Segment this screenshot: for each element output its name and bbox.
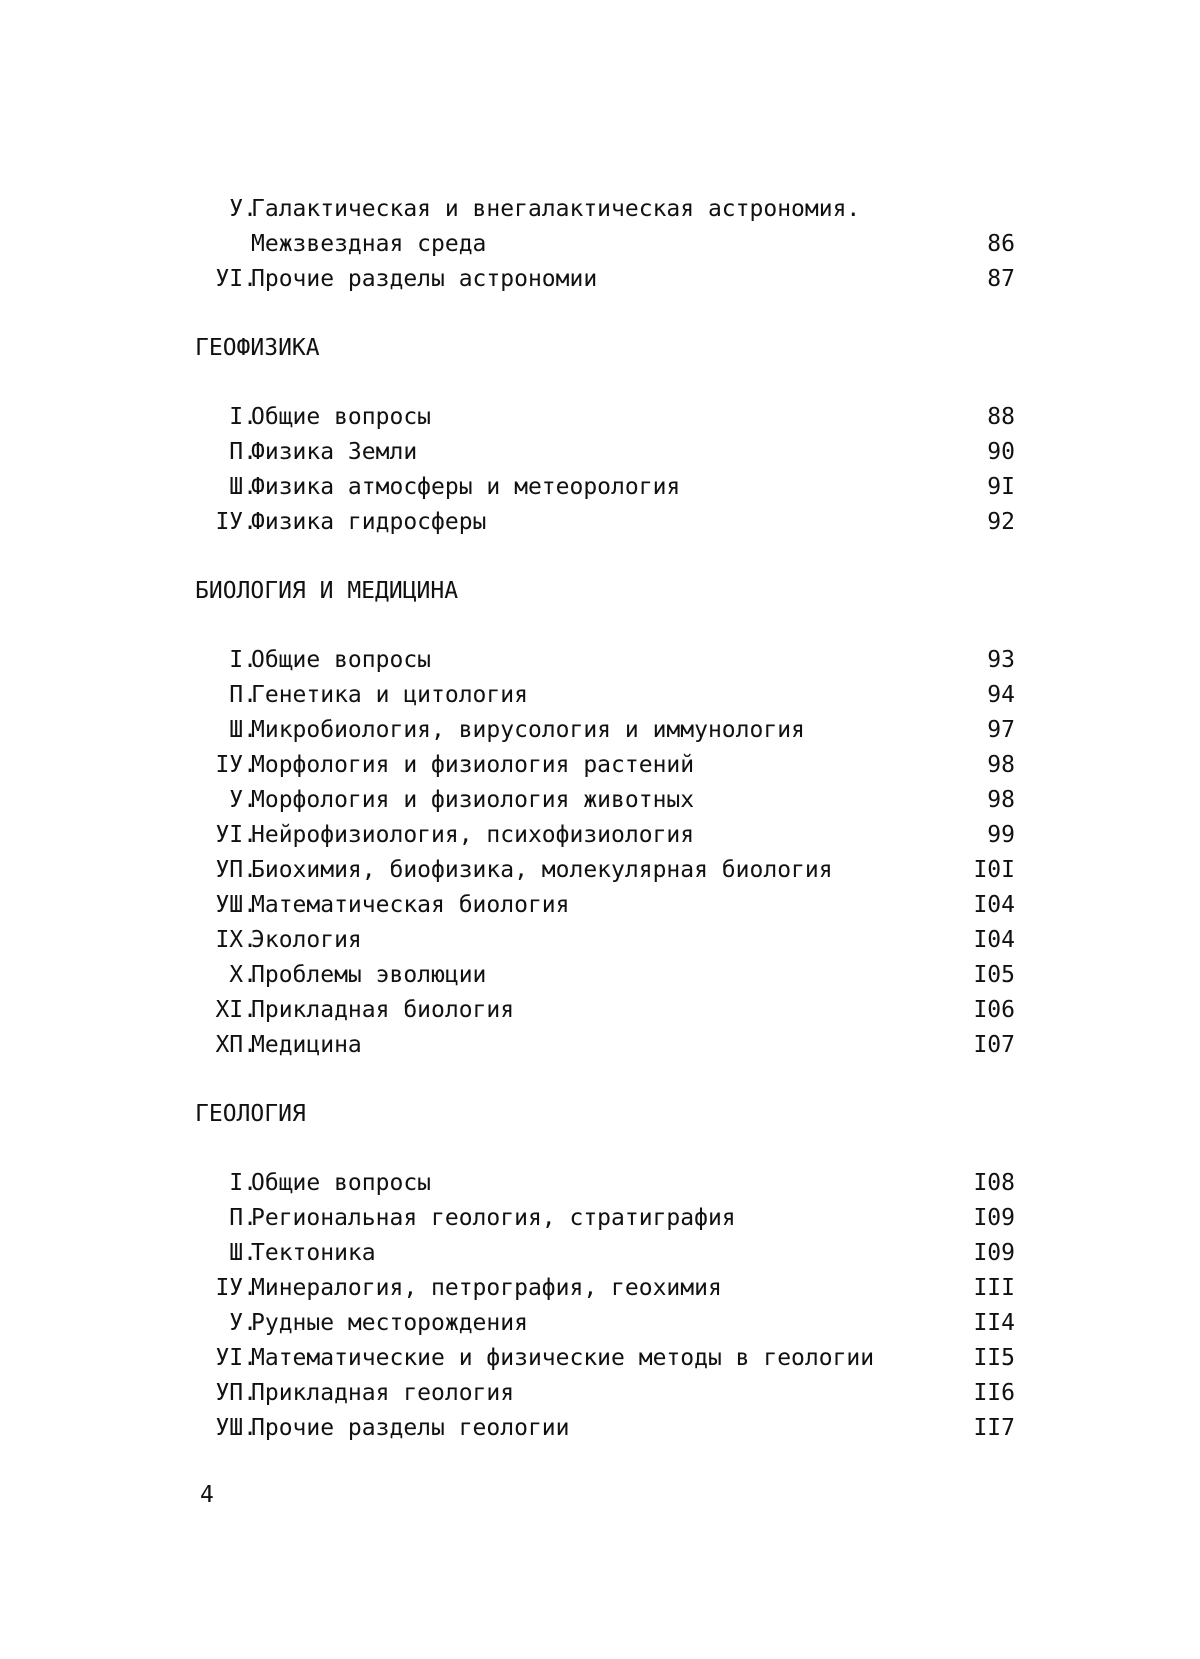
- entry-page: 86: [987, 231, 1015, 257]
- entry-number: XП.: [215, 1032, 257, 1058]
- toc-entry: [195, 888, 1015, 923]
- entry-title: Прикладная геология: [251, 1380, 515, 1406]
- toc-entry: [195, 435, 1015, 470]
- entry-number: IУ.: [215, 752, 257, 778]
- toc-entry: [195, 958, 1015, 993]
- toc-entry: [195, 1376, 1015, 1411]
- entry-title: Прикладная биология: [251, 997, 515, 1023]
- entry-title: Минералогия, петрография, геохимия: [251, 1275, 722, 1301]
- entry-title: Тектоника: [251, 1240, 376, 1266]
- entry-title: Физика Земли: [251, 439, 418, 465]
- toc-entry: [195, 923, 1015, 958]
- entry-page: II5: [973, 1345, 1015, 1371]
- entry-title: Прочие разделы астрономии: [251, 266, 598, 292]
- toc-entry: [195, 853, 1015, 888]
- entry-page: 97: [987, 717, 1015, 743]
- entry-title: Микробиология, вирусология и иммунология: [251, 717, 805, 743]
- entry-number: I.: [229, 404, 257, 430]
- entry-number: Ш.: [229, 474, 257, 500]
- entry-page: I0I: [973, 857, 1015, 883]
- toc-entry: [195, 643, 1015, 678]
- entry-number: IX.: [215, 927, 257, 953]
- toc-entry: [195, 505, 1015, 540]
- section-heading: БИОЛОГИЯ И МЕДИЦИНА: [195, 578, 459, 604]
- toc-entry: [195, 1306, 1015, 1341]
- toc-entry: [195, 1028, 1015, 1063]
- toc-entry: [195, 192, 1015, 227]
- entry-page: I04: [973, 927, 1015, 953]
- toc-entry: [195, 783, 1015, 818]
- entry-title: Биохимия, биофизика, молекулярная биология: [251, 857, 833, 883]
- entry-title: Прочие разделы геологии: [251, 1415, 570, 1441]
- entry-page: 99: [987, 822, 1015, 848]
- entry-number: Ш.: [229, 717, 257, 743]
- entry-page: 94: [987, 682, 1015, 708]
- entry-page: 92: [987, 509, 1015, 535]
- entry-page: I08: [973, 1170, 1015, 1196]
- entry-number: IУ.: [215, 509, 257, 535]
- entry-page: 88: [987, 404, 1015, 430]
- toc-entry: [195, 993, 1015, 1028]
- entry-title: Физика гидросферы: [251, 509, 487, 535]
- toc-entry: [195, 678, 1015, 713]
- entry-page: I09: [973, 1240, 1015, 1266]
- toc-entry: [195, 818, 1015, 853]
- entry-title: Общие вопросы: [251, 647, 432, 673]
- entry-number: У.: [229, 196, 257, 222]
- entry-page: II7: [973, 1415, 1015, 1441]
- section-heading: ГЕОЛОГИЯ: [195, 1101, 306, 1127]
- entry-title: Медицина: [251, 1032, 362, 1058]
- entry-title: Общие вопросы: [251, 1170, 432, 1196]
- toc-entry: [195, 1411, 1015, 1446]
- entry-page: II6: [973, 1380, 1015, 1406]
- entry-number: П.: [229, 439, 257, 465]
- entry-title: Общие вопросы: [251, 404, 432, 430]
- toc-entry: [195, 713, 1015, 748]
- toc-entry: [195, 748, 1015, 783]
- entry-title: Региональная геология, стратиграфия: [251, 1205, 736, 1231]
- toc-entry: [195, 1201, 1015, 1236]
- entry-number: XI.: [215, 997, 257, 1023]
- entry-page: I07: [973, 1032, 1015, 1058]
- entry-page: 9I: [987, 474, 1015, 500]
- toc-entry: [195, 262, 1015, 297]
- entry-title: Морфология и физиология растений: [251, 752, 695, 778]
- entry-page: 98: [987, 787, 1015, 813]
- entry-page: III: [973, 1275, 1015, 1301]
- entry-number: УI.: [215, 1345, 257, 1371]
- section-heading: ГЕОФИЗИКА: [195, 335, 320, 361]
- entry-number: I.: [229, 1170, 257, 1196]
- entry-title: Математические и физические методы в геологии: [251, 1345, 875, 1371]
- entry-title: Межзвездная среда: [251, 231, 487, 257]
- entry-number: П.: [229, 682, 257, 708]
- entry-number: УI.: [215, 822, 257, 848]
- entry-title: Генетика и цитология: [251, 682, 528, 708]
- entry-title: Физика атмосферы и метеорология: [251, 474, 681, 500]
- entry-number: П.: [229, 1205, 257, 1231]
- entry-page: II4: [973, 1310, 1015, 1336]
- entry-number: X.: [229, 962, 257, 988]
- entry-page: 93: [987, 647, 1015, 673]
- toc-entry: [195, 470, 1015, 505]
- entry-page: 87: [987, 266, 1015, 292]
- entry-number: УШ.: [215, 1415, 257, 1441]
- entry-number: УI.: [215, 266, 257, 292]
- entry-title: Экология: [251, 927, 362, 953]
- entry-page: I05: [973, 962, 1015, 988]
- entry-number: I.: [229, 647, 257, 673]
- page-number: 4: [200, 1482, 214, 1508]
- toc-entry: [195, 227, 1015, 262]
- entry-title: Проблемы эволюции: [251, 962, 487, 988]
- entry-title: Математическая биология: [251, 892, 570, 918]
- entry-number: Ш.: [229, 1240, 257, 1266]
- toc-entry: [195, 1341, 1015, 1376]
- entry-page: 98: [987, 752, 1015, 778]
- entry-page: I04: [973, 892, 1015, 918]
- entry-title: Галактическая и внегалактическая астрономия.: [251, 196, 861, 222]
- entry-number: УШ.: [215, 892, 257, 918]
- entry-page: I09: [973, 1205, 1015, 1231]
- toc-entry: [195, 1166, 1015, 1201]
- entry-number: УП.: [215, 1380, 257, 1406]
- entry-number: УП.: [215, 857, 257, 883]
- entry-page: 90: [987, 439, 1015, 465]
- entry-title: Рудные месторождения: [251, 1310, 528, 1336]
- entry-page: I06: [973, 997, 1015, 1023]
- entry-number: У.: [229, 1310, 257, 1336]
- toc-entry: [195, 400, 1015, 435]
- entry-number: IУ.: [215, 1275, 257, 1301]
- toc-entry: [195, 1271, 1015, 1306]
- toc-entry: [195, 1236, 1015, 1271]
- entry-title: Морфология и физиология животных: [251, 787, 695, 813]
- entry-number: У.: [229, 787, 257, 813]
- table-of-contents: [195, 192, 1015, 1446]
- entry-title: Нейрофизиология, психофизиология: [251, 822, 695, 848]
